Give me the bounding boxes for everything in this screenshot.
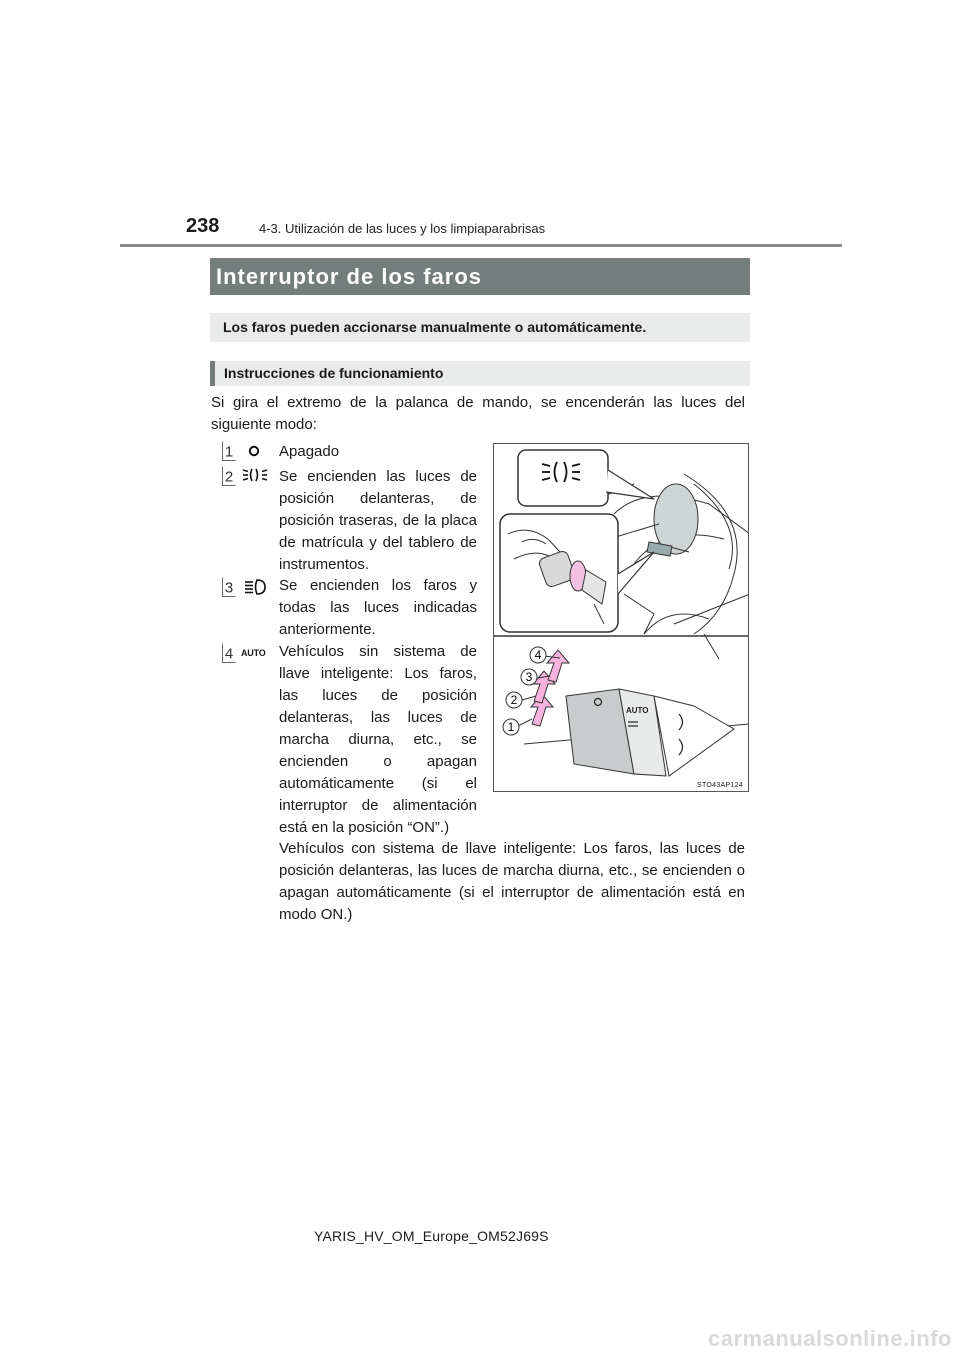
section-intro: Los faros pueden accionarse manualmente o automáticamente. xyxy=(210,313,750,342)
figure-auto-label: AUTO xyxy=(626,706,649,715)
watermark: carmanualsonline.info xyxy=(708,1326,952,1351)
figure-illustration xyxy=(494,444,749,792)
breadcrumb: 4-3. Utilización de las luces y los limpiaparabrisas xyxy=(259,221,546,236)
figure-callout-4: 4 xyxy=(534,648,542,662)
step-number-4 xyxy=(222,643,236,663)
step-number-2 xyxy=(222,466,236,486)
subsection-title: Instrucciones de funcionamiento xyxy=(210,361,750,386)
figure-callout-1: 1 xyxy=(507,720,515,734)
off-position-icon xyxy=(248,445,260,457)
headlight-switch-figure xyxy=(493,443,749,792)
figure-callout-3: 3 xyxy=(525,670,533,684)
page-number: 238 xyxy=(186,215,220,237)
mode-3-text: Se encienden los faros y todas las luces indicadas anteriormente. xyxy=(279,577,477,638)
step-number-3 xyxy=(222,577,236,597)
step-number-3-label: 3 xyxy=(224,579,234,597)
step-number-2-label: 2 xyxy=(224,468,234,486)
mode-4-text: Vehículos sin sistema de llave inteligente: Los faros, las luces de posición delanteras, las luces de marcha diurna, etc., se encienden o apagan automáticamente (si el interruptor de alimentación está en la posición “ON”.) xyxy=(279,643,477,836)
section-title: Interruptor de los faros xyxy=(210,258,750,295)
figure-code: STO43AP124 xyxy=(697,782,744,789)
mode-2-text: Se encienden las luces de posición delanteras, de posición traseras, de la placa de matrícula y del tablero de instrumentos. xyxy=(279,468,477,573)
document-footer: YARIS_HV_OM_Europe_OM52J69S xyxy=(314,1228,549,1244)
position-lights-icon xyxy=(242,467,268,483)
step-number-4-label: 4 xyxy=(224,645,234,663)
step-number-1-label: 1 xyxy=(224,443,234,461)
instructions-paragraph: Si gira el extremo de la palanca de mando, se encenderán las luces del siguiente modo: xyxy=(211,394,745,433)
headlight-icon xyxy=(243,578,267,596)
step-number-1 xyxy=(222,441,236,461)
header-divider xyxy=(120,244,842,247)
smart-key-note: Vehículos con sistema de llave inteligente: Los faros, las luces de posición delanteras, las luces de marcha diurna, etc., se encienden o apagan automáticamente (si el interruptor de alimentación está en modo ON.) xyxy=(279,840,745,923)
auto-icon: AUTO xyxy=(241,648,266,658)
mode-1-text: Apagado xyxy=(279,443,340,460)
figure-callout-2: 2 xyxy=(510,693,518,707)
